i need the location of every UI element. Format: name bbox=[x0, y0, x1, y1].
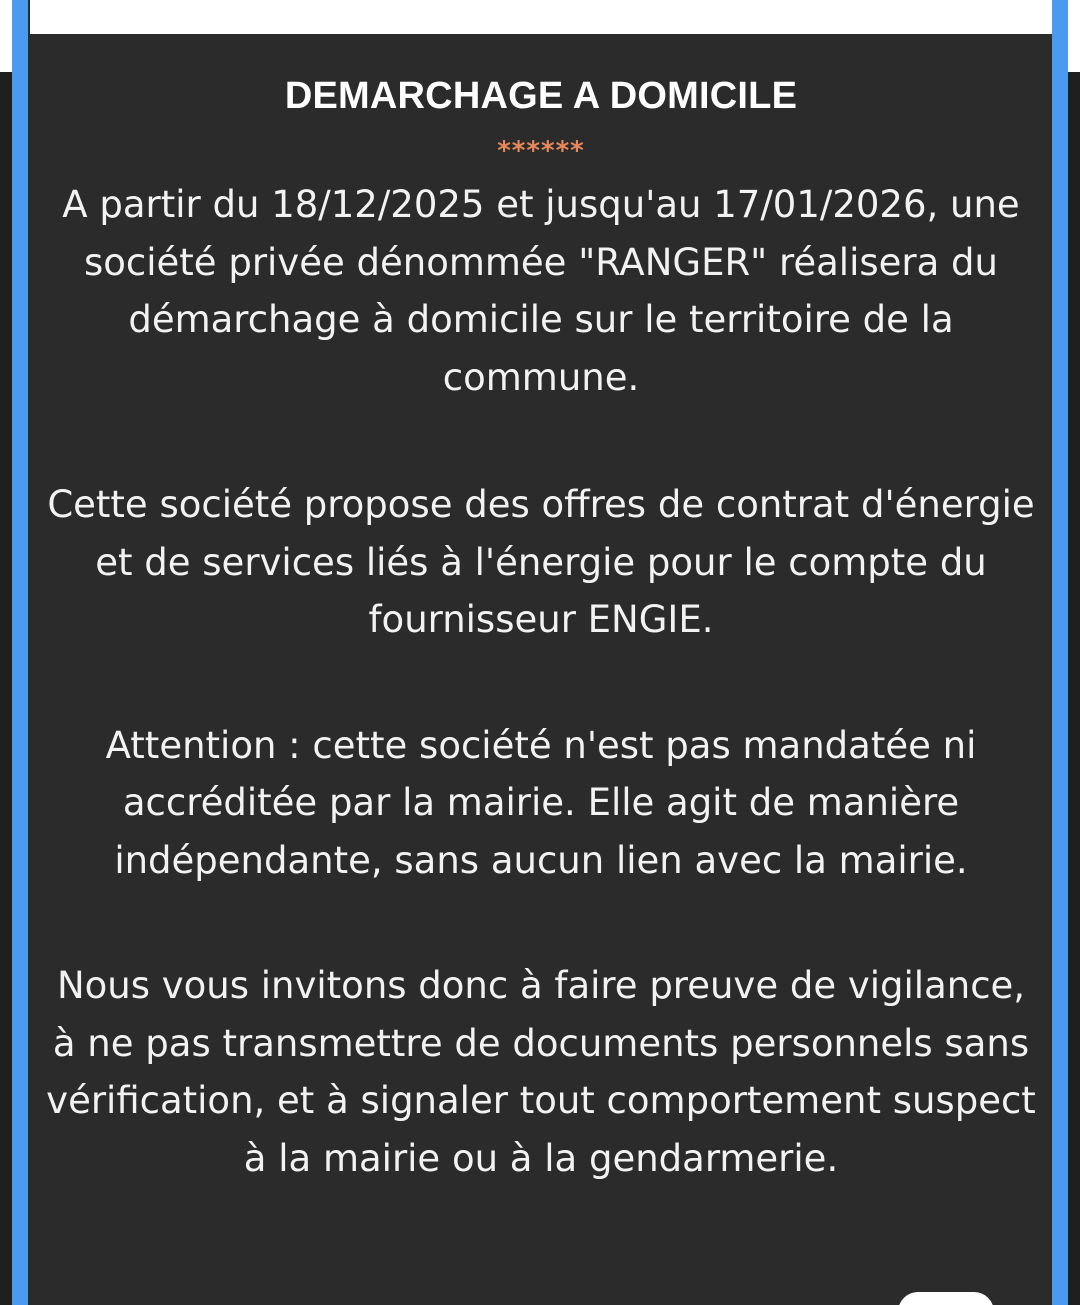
notice-card bbox=[30, 34, 1052, 1305]
notice-paragraph-3: Attention : cette société n'est pas mandatée ni accréditée par la mairie. Elle agit de manière indépendante, sans aucun lien avec la mairie. bbox=[105, 723, 977, 882]
notice-paragraph-4: Nous vous invitons donc à faire preuve de vigilance, à ne pas transmettre de documents personnels sans vérification, et à signaler tout comportement suspect à la mairie ou à la gendarmerie. bbox=[46, 964, 1036, 1180]
right-accent-border bbox=[1052, 0, 1068, 1305]
floating-action-button[interactable] bbox=[898, 1292, 994, 1305]
edge-top-right bbox=[1068, 0, 1080, 72]
left-accent-border bbox=[12, 0, 28, 1305]
notice-title: DEMARCHAGE A DOMICILE bbox=[284, 75, 798, 117]
notice-paragraph-2: Cette société propose des offres de contrat d'énergie et de services liés à l'énergie pour le compte du fournisseur ENGIE. bbox=[47, 483, 1035, 641]
edge-left bbox=[0, 72, 12, 1305]
edge-top-left bbox=[0, 0, 12, 72]
notice-separator: ****** bbox=[497, 136, 585, 166]
edge-right bbox=[1068, 72, 1080, 1305]
notice-paragraph-1: A partir du 18/12/2025 et jusqu'au 17/01/2026, une société privée dénommée "RANGER" réalisera du démarchage à domicile sur le territoire de la commune. bbox=[62, 183, 1020, 399]
top-white-bar bbox=[30, 0, 1052, 34]
